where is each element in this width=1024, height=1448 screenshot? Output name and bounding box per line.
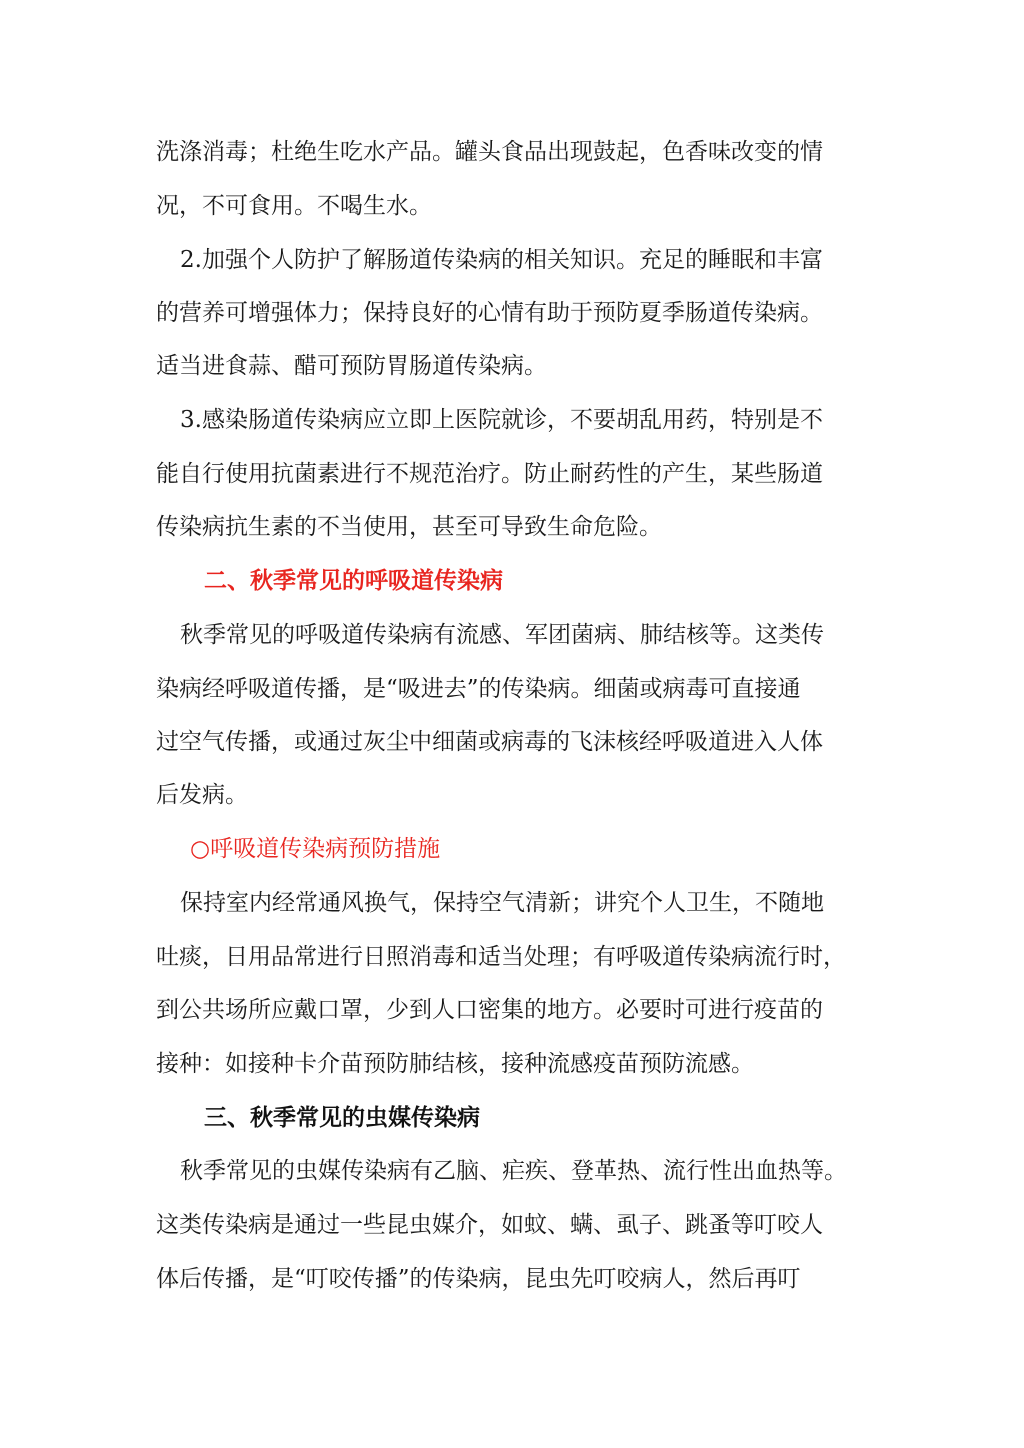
sub-heading-prevention: ○呼吸道传染病预防措施 [190, 836, 441, 862]
paragraph-line: 的营养可增强体力；保持良好的心情有助于预防夏季肠道传染病。 [156, 300, 823, 326]
paragraph-line: 接种：如接种卡介苗预防肺结核，接种流感疫苗预防流感。 [156, 1051, 754, 1077]
paragraph-line: 适当进食蒜、醋可预防胃肠道传染病。 [156, 353, 547, 379]
paragraph-line: 染病经呼吸道传播，是“吸进去”的传染病。细菌或病毒可直接通 [156, 676, 801, 702]
paragraph-line: 到公共场所应戴口罩，少到人口密集的地方。必要时可进行疫苗的 [156, 997, 823, 1023]
paragraph-line: 秋季常见的虫媒传染病有乙脑、疟疾、登革热、流行性出血热等。 [180, 1158, 847, 1184]
paragraph-line: 保持室内经常通风换气，保持空气清新；讲究个人卫生，不随地 [180, 890, 824, 916]
section-heading-insect-borne: 三、秋季常见的虫媒传染病 [204, 1105, 480, 1131]
paragraph-line: 后发病。 [156, 782, 248, 808]
paragraph-line: 3.感染肠道传染病应立即上医院就诊，不要胡乱用药，特别是不 [180, 407, 823, 433]
paragraph-line: 能自行使用抗菌素进行不规范治疗。防止耐药性的产生，某些肠道 [156, 461, 823, 487]
paragraph-line: 这类传染病是通过一些昆虫媒介，如蚊、螨、虱子、跳蚤等叮咬人 [156, 1212, 823, 1238]
paragraph-line: 体后传播，是“叮咬传播”的传染病，昆虫先叮咬病人，然后再叮 [156, 1266, 801, 1292]
paragraph-line: 秋季常见的呼吸道传染病有流感、军团菌病、肺结核等。这类传 [180, 622, 824, 648]
paragraph-line: 洗涤消毒；杜绝生吃水产品。罐头食品出现鼓起，色香味改变的情 [156, 139, 823, 165]
paragraph-line: 过空气传播，或通过灰尘中细菌或病毒的飞沫核经呼吸道进入人体 [156, 729, 823, 755]
paragraph-line: 况，不可食用。不喝生水。 [156, 193, 432, 219]
paragraph-line: 吐痰，日用品常进行日照消毒和适当处理；有呼吸道传染病流行时， [156, 944, 846, 970]
section-heading-respiratory: 二、秋季常见的呼吸道传染病 [204, 568, 503, 594]
paragraph-line: 2.加强个人防护了解肠道传染病的相关知识。充足的睡眠和丰富 [180, 247, 823, 273]
paragraph-line: 传染病抗生素的不当使用，甚至可导致生命危险。 [156, 514, 662, 540]
